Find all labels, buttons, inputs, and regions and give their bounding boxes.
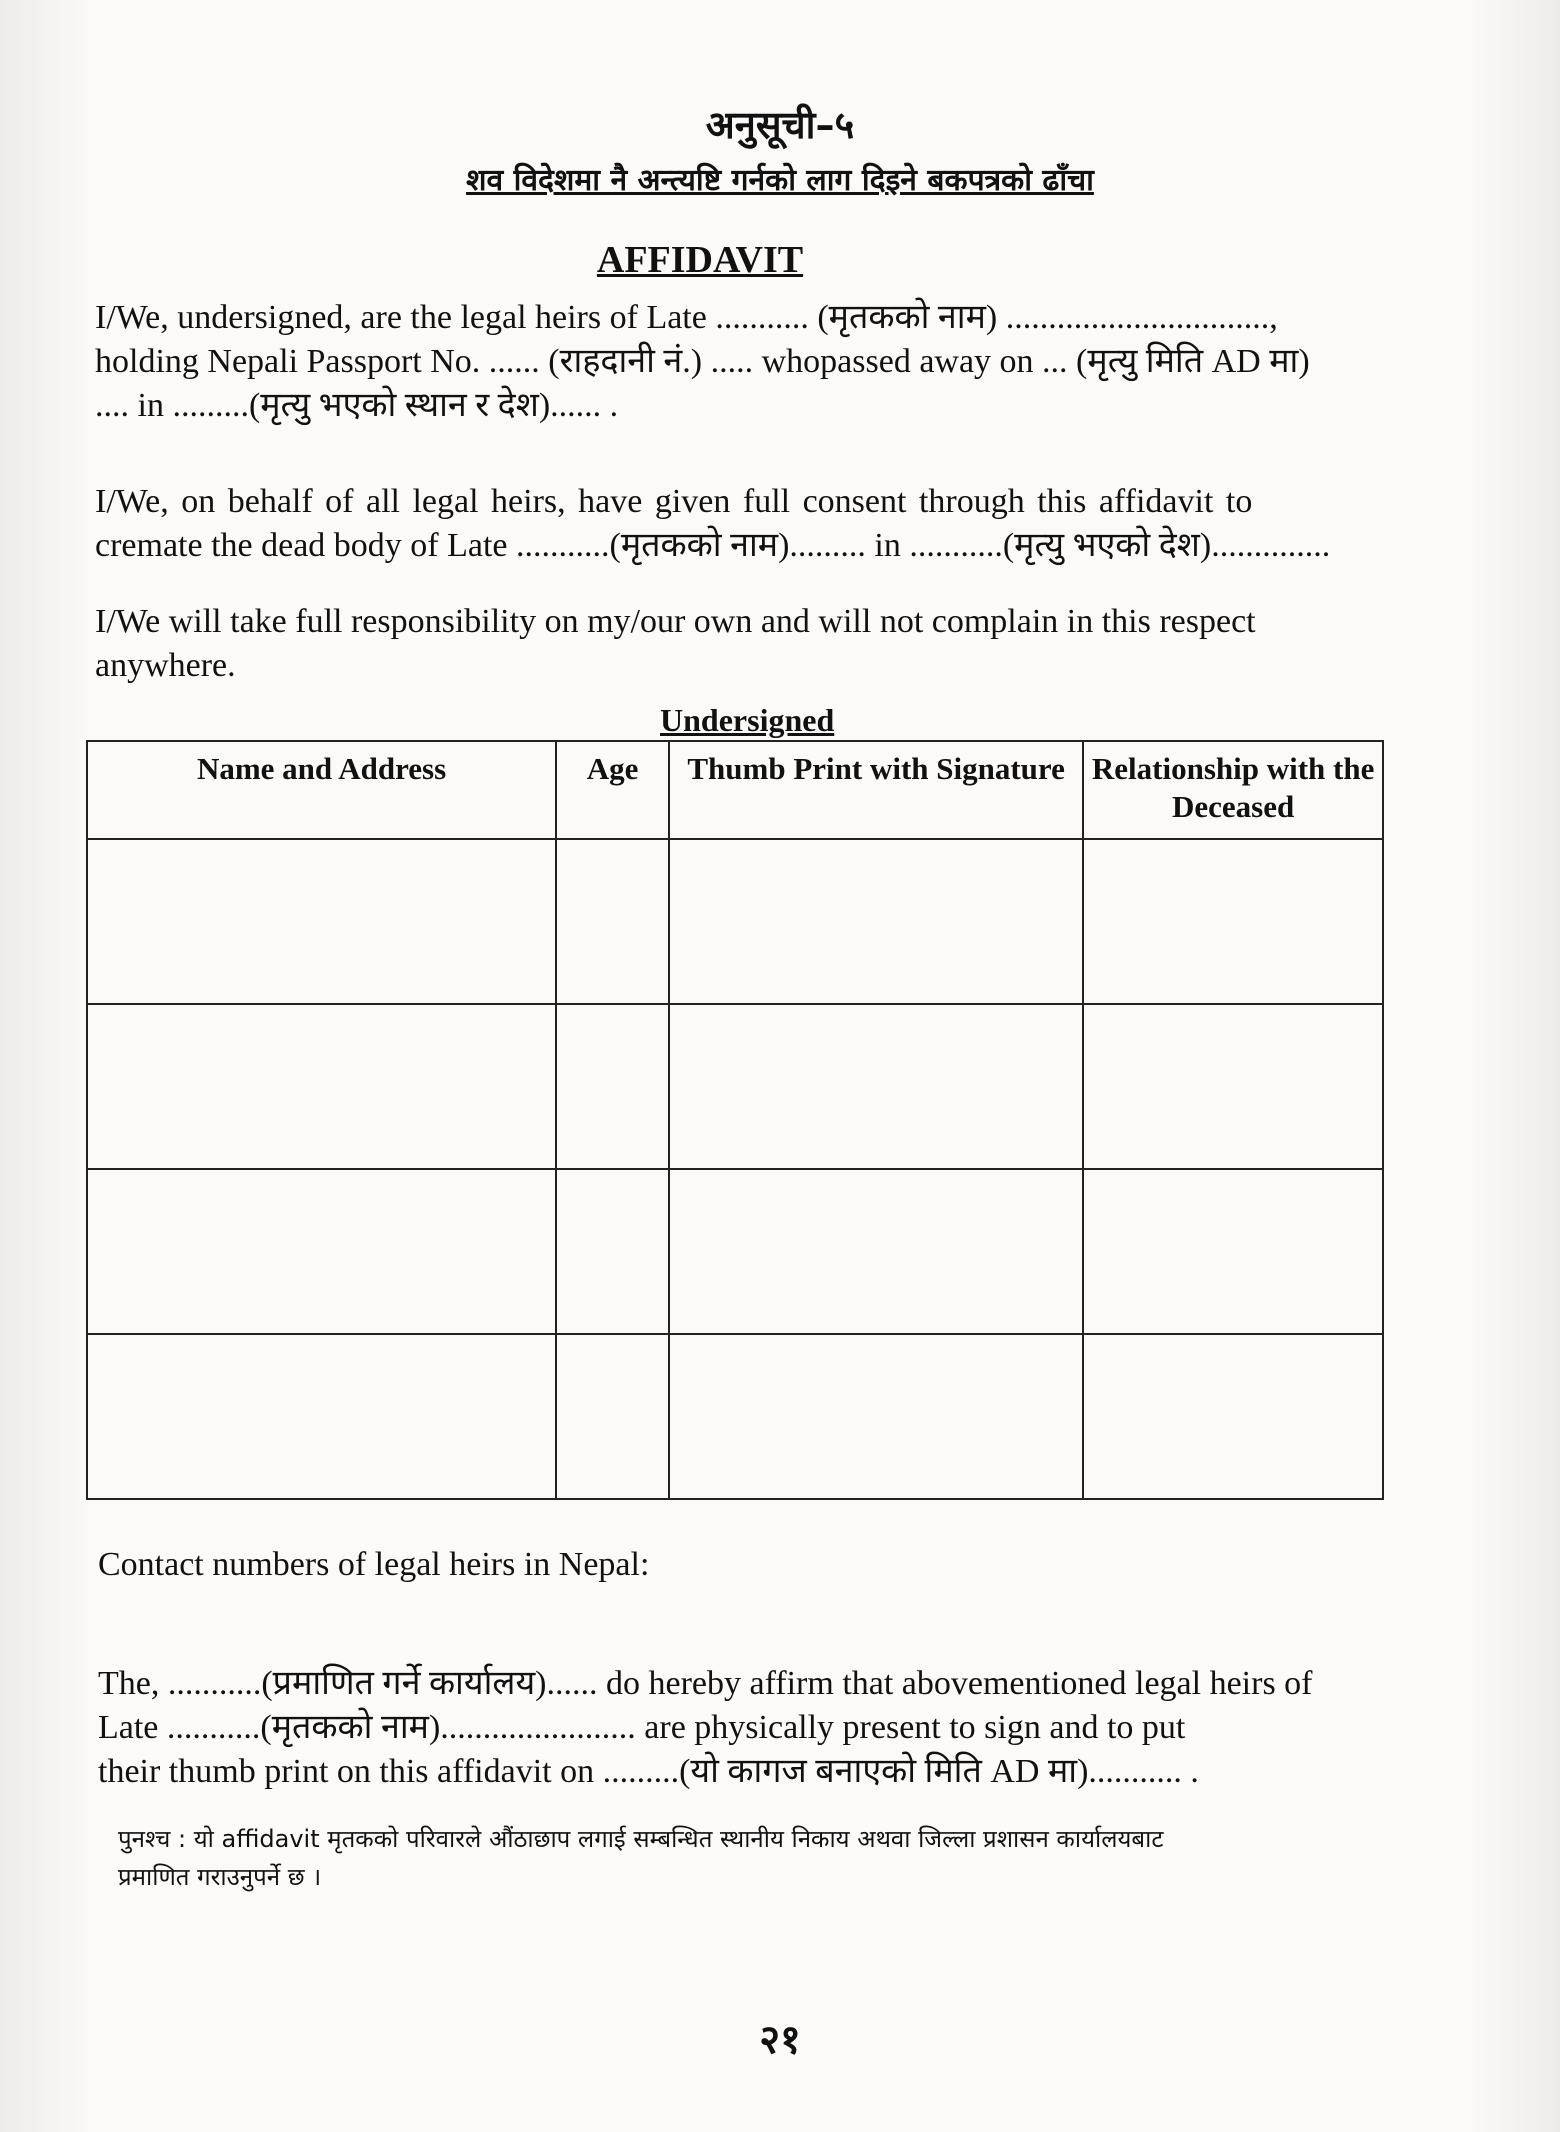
postscript-note: [118, 1820, 1398, 1896]
name-address-cell[interactable]: [87, 1169, 556, 1334]
table-row: [87, 1169, 1383, 1334]
consent-paragraph: [95, 480, 1430, 568]
name-address-cell[interactable]: [87, 1004, 556, 1169]
affirmation-paragraph: [98, 1662, 1420, 1794]
paragraph-line: I/We will take full responsibility on my/our own and will not complain in this respect: [95, 603, 1256, 640]
note-line: प्रमाणित गराउनुपर्ने छ ।: [118, 1863, 322, 1891]
schedule-heading: अनुसूची–५: [705, 103, 855, 147]
thumb-print-cell[interactable]: [669, 839, 1083, 1004]
table-row: [87, 1334, 1383, 1499]
paragraph-line: anywhere.: [95, 647, 236, 684]
note-line: पुनश्च : यो affidavit मृतकको परिवारले औंठाछाप लगाई सम्बन्धित स्थानीय निकाय अथवा जिल्ला प्रशासन कार्यालयबाट: [118, 1825, 1164, 1853]
table-row: [87, 839, 1383, 1004]
paragraph-line: Late ...........(मृतकको नाम)....................... are physically present to sign and to put: [98, 1709, 1186, 1746]
age-cell[interactable]: [556, 1169, 669, 1334]
form-subtitle: शव विदेशमा नै अन्त्यष्टि गर्नको लाग दिइने बकपत्रको ढाँचा: [466, 163, 1094, 198]
table-header-row: [87, 741, 1383, 839]
age-cell[interactable]: [556, 839, 669, 1004]
relationship-cell[interactable]: [1083, 1004, 1383, 1169]
paragraph-line: The, ...........(प्रमाणित गर्ने कार्यालय)...... do hereby affirm that abovementioned legal heirs of: [98, 1665, 1313, 1702]
page-number: २१: [759, 2017, 801, 2063]
relationship-cell[interactable]: [1083, 1334, 1383, 1499]
relationship-cell[interactable]: [1083, 839, 1383, 1004]
document-title: AFFIDAVIT: [596, 239, 804, 281]
paragraph-line: their thumb print on this affidavit on .........(यो कागज बनाएको मिति AD मा)........... .: [98, 1753, 1199, 1790]
paragraph-line: .... in .........(मृत्यु भएको स्थान र देश)...... .: [95, 387, 619, 424]
responsibility-paragraph: [95, 600, 1430, 688]
thumb-print-cell[interactable]: [669, 1169, 1083, 1334]
name-address-cell[interactable]: [87, 1334, 556, 1499]
paragraph-line: holding Nepali Passport No. ...... (राहदानी नं.) ..... whopassed away on ... (मृत्यु मिति AD मा): [95, 343, 1310, 380]
column-header-name-address: Name and Address: [87, 741, 556, 839]
relationship-cell[interactable]: [1083, 1169, 1383, 1334]
age-cell[interactable]: [556, 1004, 669, 1169]
thumb-print-cell[interactable]: [669, 1004, 1083, 1169]
thumb-print-cell[interactable]: [669, 1334, 1083, 1499]
declaration-paragraph: [95, 296, 1430, 428]
contact-numbers-label: Contact numbers of legal heirs in Nepal:: [98, 1546, 650, 1583]
column-header-age: Age: [556, 741, 669, 839]
table-caption: Undersigned: [660, 702, 835, 738]
paragraph-line: I/We, on behalf of all legal heirs, have given full consent through this affidavit to: [95, 483, 1253, 520]
column-header-thumb-print: Thumb Print with Signature: [669, 741, 1083, 839]
heirs-table: [86, 740, 1384, 1500]
name-address-cell[interactable]: [87, 839, 556, 1004]
column-header-relationship: Relationship with the Deceased: [1083, 741, 1383, 839]
age-cell[interactable]: [556, 1334, 669, 1499]
table-row: [87, 1004, 1383, 1169]
paragraph-line: cremate the dead body of Late ...........(मृतकको नाम)......... in ...........(मृत्यु भएको देश)..............: [95, 527, 1331, 564]
paragraph-line: I/We, undersigned, are the legal heirs of Late ........... (मृतकको नाम) ...............................,: [95, 299, 1278, 336]
